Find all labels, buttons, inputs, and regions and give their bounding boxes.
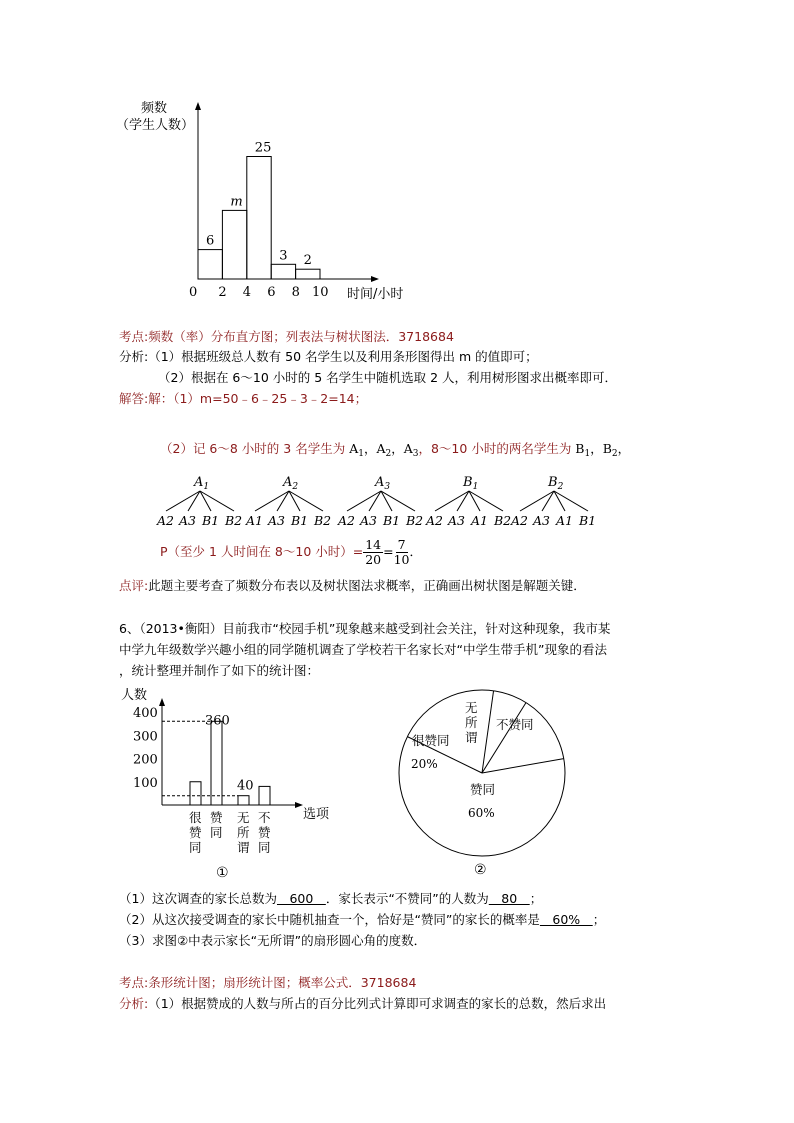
histogram-x-tick: 0 (189, 285, 198, 300)
tree-leaf: A3 (360, 513, 377, 528)
bar-chart-bar (238, 796, 249, 805)
histogram-y-label-2: （学生人数） (116, 118, 195, 133)
q5-jieda-line (119, 390, 367, 407)
histogram-bar (198, 250, 222, 279)
q6-kaodian (119, 974, 416, 991)
bar-chart-ylabel: 人数 (121, 688, 148, 703)
tree-branch (255, 491, 289, 511)
q5-jieda-label: 解答: (119, 391, 149, 406)
q5-fenxi-1-line (119, 348, 538, 365)
q6-pie-chart (390, 682, 570, 877)
q6-kaodian-code: 3718684 (360, 975, 417, 990)
frac1-den: 20 (365, 552, 382, 567)
q6-sub1-c: ； (529, 891, 543, 906)
tree-leaf: B1 (579, 513, 597, 528)
tree-branch (166, 491, 200, 511)
tree-branch (435, 491, 469, 511)
bar-chart-category-label: 赞 (258, 825, 271, 840)
tree-leaf: B1 (291, 513, 309, 528)
q6-bar-chart (115, 682, 360, 882)
tree-leaf: B2 (494, 513, 512, 528)
tree-leaf: A3 (533, 513, 550, 528)
histogram-y-label-1: 频数 (141, 101, 168, 116)
tree-root: $A_2$ (283, 475, 299, 492)
q6-fenxi-label: 分析: (119, 996, 149, 1011)
q5-jieda-2: （2）记 6～8 小时的 3 名学生为 $A_1$，$A_2$，$A_3$，8～10 小时的两名学生为 $B_1$，$B_2$， (160, 441, 631, 459)
bar-chart-y-tick: 300 (133, 729, 158, 745)
q6-sub-3: （3）求图②中表示家长“无所谓”的扇形圆心角的度数． (119, 933, 427, 948)
q5-kaodian (119, 328, 454, 345)
bar-chart-bar (211, 721, 222, 805)
histogram-x-tick: 6 (267, 285, 276, 300)
bar-chart-x-arrow (295, 802, 303, 808)
pie-label-zantong: 赞同 (470, 782, 496, 797)
tree-leaf: B1 (383, 513, 401, 528)
bar-chart-y-tick: 400 (133, 706, 158, 721)
histogram-bar-label: 25 (254, 140, 272, 156)
histogram-bar-label: 6 (206, 233, 215, 249)
bar-chart-value-label: 40 (237, 778, 254, 794)
tree-leaf: B1 (202, 513, 220, 528)
bar-chart-category-label: 赞 (189, 825, 202, 840)
tree-branch (347, 491, 381, 511)
tree-leaf: B2 (314, 513, 332, 528)
q6-line-1: 6、（2013•衡阳）目前我市“校园手机”现象越来越受到社会关注，针对这种现象，我市某 (119, 621, 611, 636)
pie-caption: ② (474, 862, 487, 877)
bar-chart-category-label: 不 (258, 810, 271, 825)
histogram-bar (271, 264, 295, 279)
pie-label-60pct: 60% (468, 806, 495, 820)
frac1-num: 14 (365, 537, 382, 552)
histogram-bar-label: 3 (279, 248, 288, 264)
q5-prob-text: P（至少 1 人时间在 8～10 小时）= (160, 544, 364, 559)
tree-leaf: B2 (225, 513, 243, 528)
answer-blank-probability: 60% (539, 912, 593, 927)
pie-label-wusuowei: 所 (465, 715, 478, 730)
q6-kaodian-text: 条形统计图；扇形统计图；概率公式． (148, 975, 361, 990)
tree-leaf: A1 (471, 513, 488, 528)
q5-dianping-text: 此题主要考查了频数分布表以及树状图法求概率，正确画出树状图是解题关键． (148, 578, 586, 593)
tree-leaf: A3 (268, 513, 285, 528)
q5-fenxi-1: （1）根据班级总人数有 50 名学生以及利用条形图得出 m 的值即可； (148, 349, 538, 364)
q6-kaodian-label: 考点: (119, 975, 149, 990)
q5-jieda-1: 解：（1）m=50﹣6﹣25﹣3﹣2=14； (148, 391, 368, 406)
q5-kaodian-label: 考点: (119, 329, 149, 344)
bar-chart-category-label: 所 (237, 825, 250, 840)
bar-chart-y-tick: 100 (133, 775, 158, 791)
q6-sub1-a: （1）这次调查的家长总数为 (119, 891, 277, 906)
pie-label-wusuowei: 谓 (465, 730, 478, 745)
bar-chart-value-label: 360 (205, 713, 230, 729)
histogram-x-label: 时间/小时 (347, 287, 404, 302)
q5-jieda-2-pre: （2）记 6～8 小时的 3 名学生为 (160, 441, 350, 456)
histogram-y-arrow (195, 102, 201, 110)
histogram-bar-label: m (230, 194, 243, 210)
pie-label-hen-zantong: 很赞同 (412, 733, 450, 748)
pie-slice-boundary (482, 703, 526, 773)
pie-label-wusuowei: 无 (465, 700, 478, 715)
tree-leaf: A3 (179, 513, 196, 528)
bar-chart-category-label: 赞 (210, 810, 223, 825)
bar-chart-y-tick: 200 (133, 752, 158, 768)
bar-chart-category-label: 谓 (237, 840, 250, 855)
histogram-x-tick: 8 (291, 285, 300, 300)
q6-sub2-c: ； (592, 912, 606, 927)
bar-chart-bar (190, 782, 201, 805)
tree-diagrams (150, 470, 620, 532)
q6-sub-1 (119, 890, 542, 907)
histogram-bar-label: 2 (303, 253, 312, 269)
histogram-x-tick: 10 (312, 285, 329, 300)
q5-kaodian-code: 3718684 (398, 329, 454, 344)
pie-slice-boundary (482, 759, 564, 773)
q5-prob-line: P（至少 1 人时间在 8～10 小时）= $\frac{14}{20}$ = $\frac{7}{10}$ ． (160, 537, 423, 567)
tree-leaf: B2 (406, 513, 424, 528)
histogram-x-tick: 2 (218, 285, 227, 300)
tree-leaf: A1 (556, 513, 573, 528)
fraction-14-20 (363, 538, 383, 567)
tree-root: $B_1$ (463, 475, 479, 492)
fraction-7-10 (394, 538, 410, 567)
tree-leaf: A2 (511, 513, 528, 528)
q6-sub1-b: ．家长表示“不赞同”的人数为 (325, 891, 489, 906)
frac2-den: 10 (393, 552, 410, 567)
bar-chart-caption: ① (216, 865, 229, 881)
tree-branch (520, 491, 554, 511)
pie-slice-boundary (482, 691, 494, 773)
pie-label-buzantong: 不赞同 (496, 717, 534, 732)
q5-dianping-label: 点评: (119, 578, 149, 593)
tree-root: $A_3$ (375, 475, 391, 492)
q5-fenxi-label: 分析: (119, 349, 149, 364)
histogram-x-tick: 4 (242, 285, 252, 300)
q6-sub2-a: （2）从这次接受调查的家长中随机抽查一个，恰好是“赞同”的家长的概率是 (119, 912, 540, 927)
bar-chart-category-label: 无 (237, 810, 250, 825)
histogram-x-arrow (371, 276, 379, 282)
q5-dianping (119, 577, 586, 594)
tree-leaf: A3 (448, 513, 465, 528)
q6-fenxi-1: （1）根据赞成的人数与所占的百分比列式计算即可求调查的家长的总数，然后求出 (148, 996, 607, 1011)
q5-kaodian-text: 频数（率）分布直方图；列表法与树状图法． (148, 329, 399, 344)
bar-chart-xlabel: 选项 (303, 807, 330, 822)
bar-chart-category-label: 同 (189, 840, 202, 855)
pie-label-20pct: 20% (411, 757, 438, 771)
bar-chart-bar (259, 786, 270, 805)
q5-fenxi-2: （2）根据在 6～10 小时的 5 名学生中随机选取 2 人，利用树形图求出概率即可． (158, 370, 618, 385)
bar-chart-y-arrow (159, 698, 165, 706)
tree-leaf: A2 (338, 513, 355, 528)
tree-leaf: A1 (246, 513, 263, 528)
q6-sub-2 (119, 911, 605, 928)
histogram-bar (296, 269, 320, 279)
frac2-num: 7 (397, 537, 406, 552)
tree-leaf: A2 (426, 513, 443, 528)
tree-root: $B_2$ (548, 475, 564, 492)
q6-line-3: ，统计整理并制作了如下的统计图： (119, 663, 320, 678)
histogram-bar (247, 157, 271, 280)
tree-leaf: A2 (157, 513, 174, 528)
bar-chart-category-label: 很 (189, 810, 202, 825)
q6-line-2: 中学九年级数学兴趣小组的同学随机调查了学校若干名家长对“中学生带手机”现象的看法 (119, 642, 607, 657)
q6-fenxi (119, 995, 606, 1012)
bar-chart-category-label: 同 (210, 825, 223, 840)
histogram-chart (110, 95, 420, 305)
bar-chart-category-label: 同 (258, 840, 271, 855)
tree-root: $A_1$ (194, 475, 210, 492)
answer-blank-disagree: 80 (488, 891, 530, 906)
answer-blank-total: 600 (276, 891, 326, 906)
q5-jieda-2-mid: ，8～10 小时的两名学生为 (418, 441, 576, 456)
histogram-bar (222, 210, 246, 279)
